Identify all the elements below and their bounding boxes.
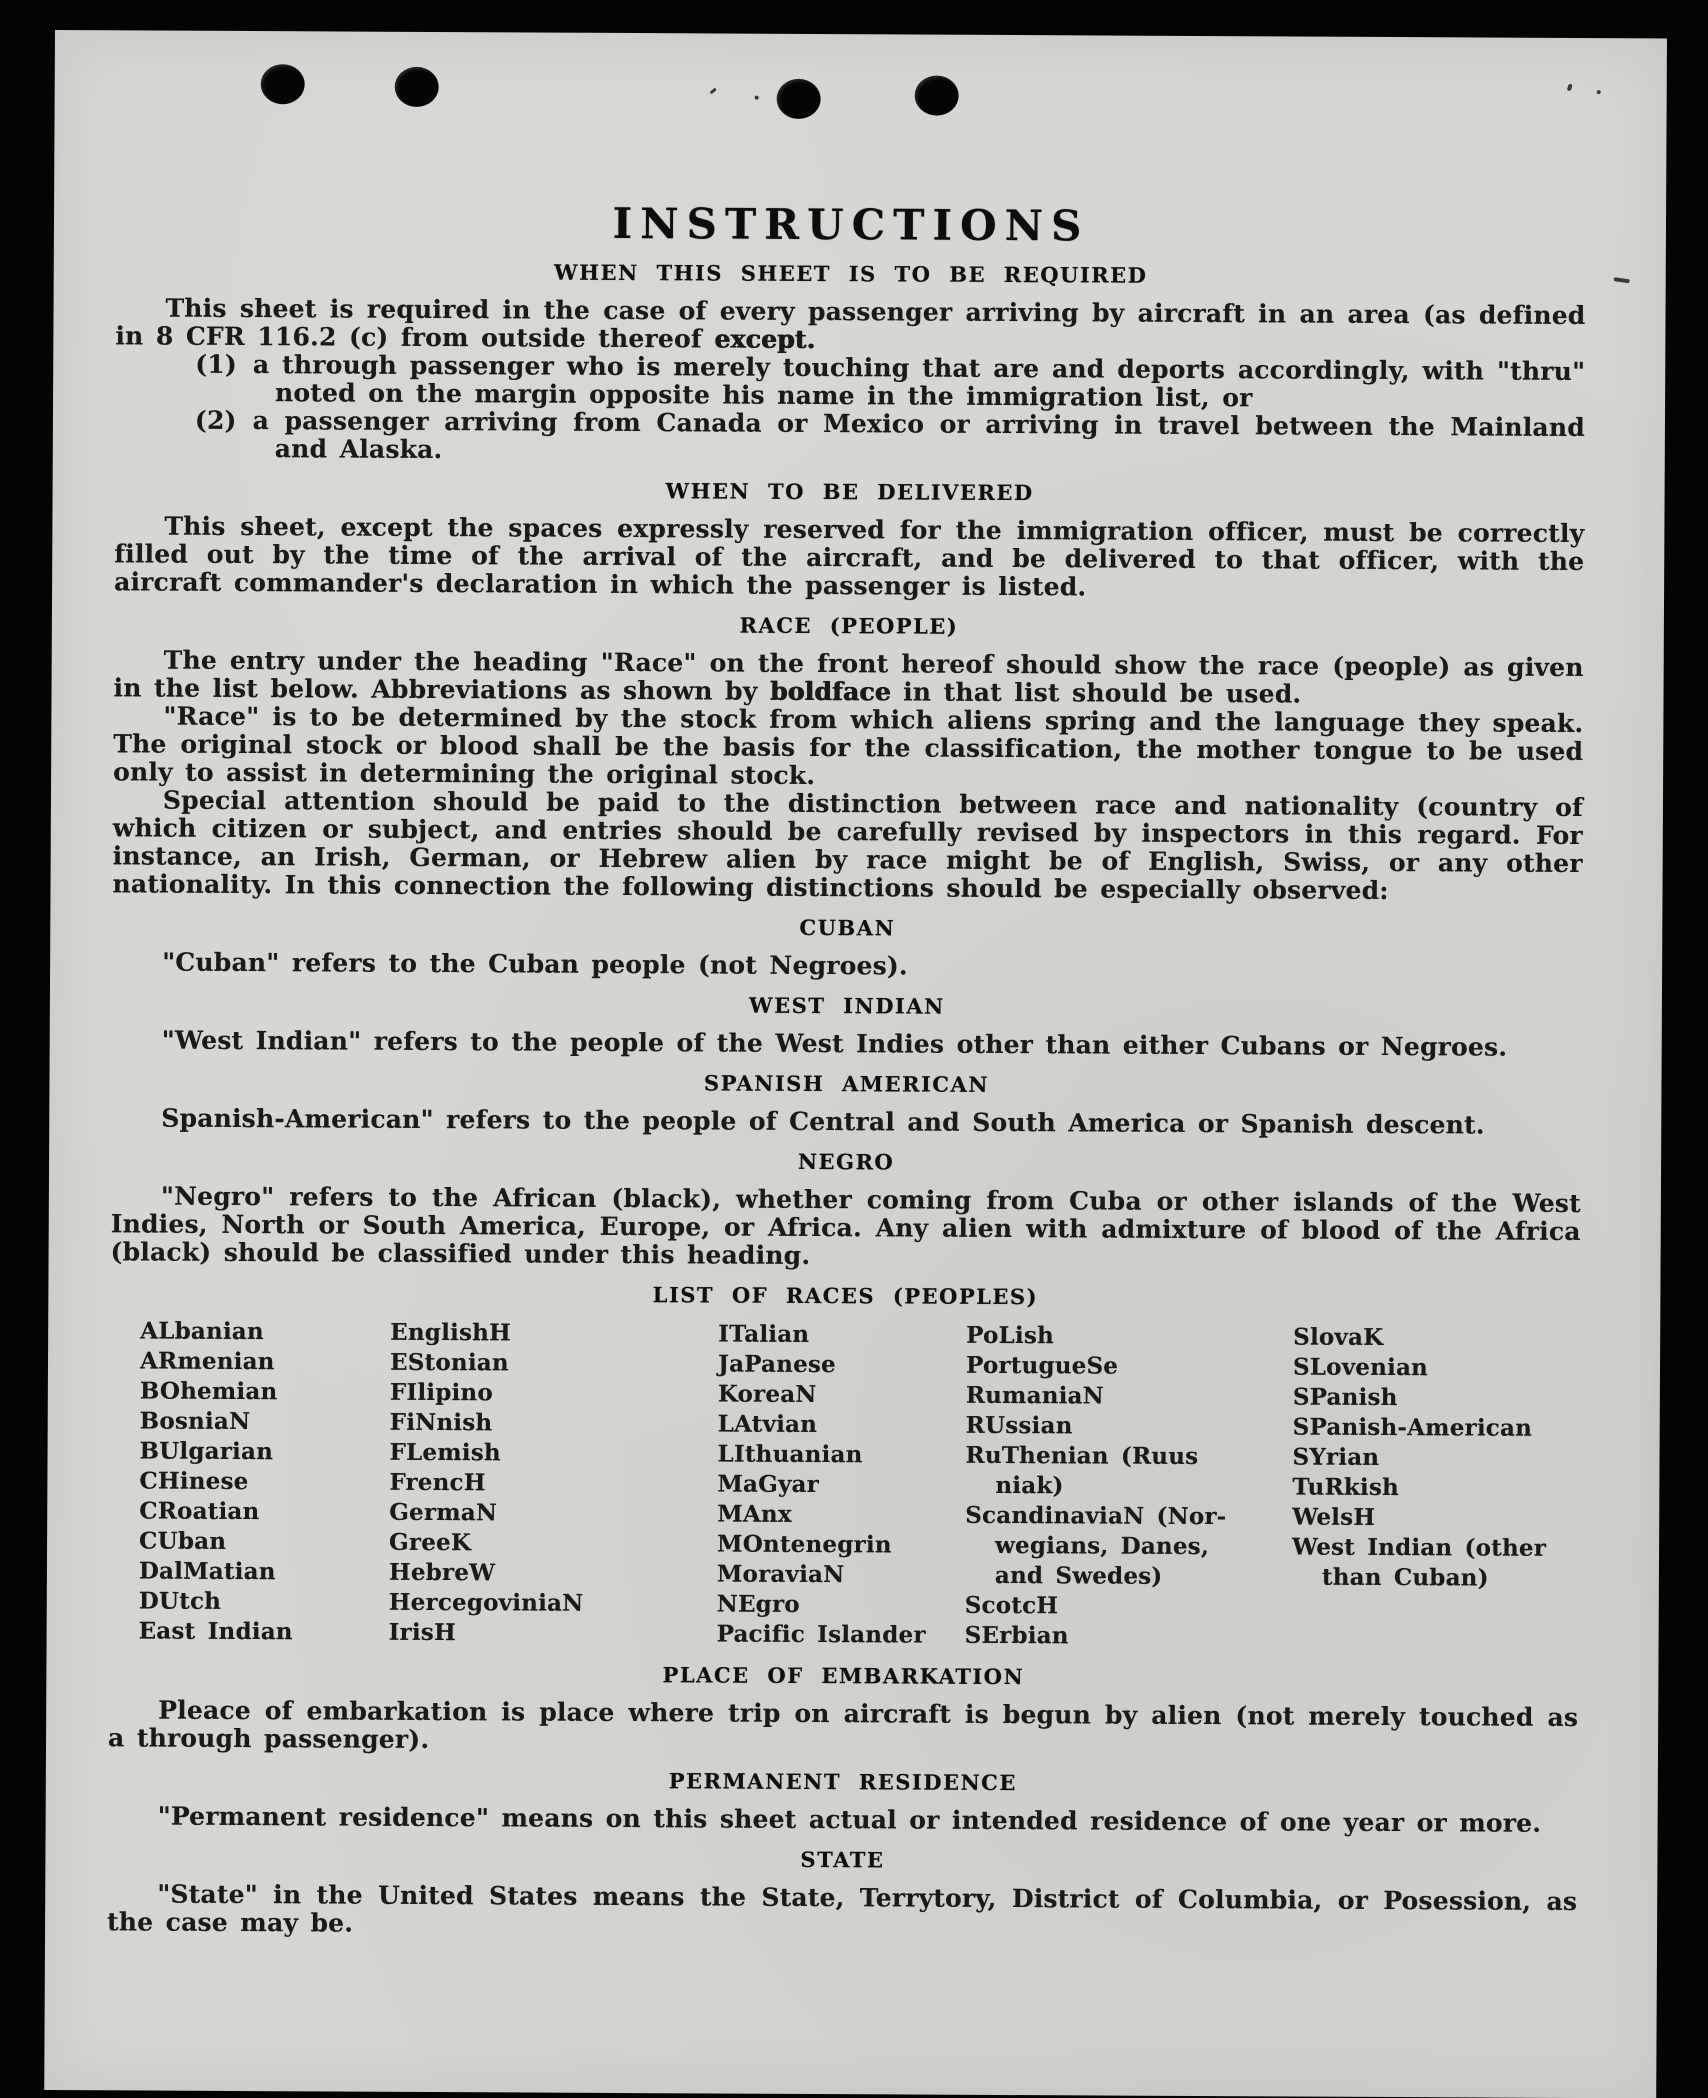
section-heading-cuban: CUBAN (799, 914, 896, 941)
section-heading-required: WHEN THIS SHEET IS TO BE REQUIRED (554, 259, 1148, 288)
race-entry: BOhemian (139, 1377, 278, 1406)
paragraph-text: This sheet is required in the case of every passenger arriving by aircraft in an area (as defined in 8 CFR 116.2 (c) from outside thereof (115, 293, 1586, 354)
race-entry: FIlipino (389, 1378, 493, 1407)
race-entry: GreeK (389, 1528, 472, 1557)
races-column-1 (139, 1316, 391, 1647)
race-entry: EStonian (389, 1348, 509, 1377)
paragraph-bold-text: boldface (769, 676, 891, 707)
paragraph-bold-text: except. (714, 324, 816, 354)
paragraph-text: The entry under the heading "Race" on the front hereof should show the race (people) as given in the list below. Abbreviations as shown by (113, 645, 1584, 706)
list-item-number: (2) (194, 405, 237, 435)
race-entry: CHinese (139, 1467, 249, 1496)
race-entry: MaGyar (717, 1470, 820, 1499)
races-column-3 (717, 1319, 967, 1650)
section-heading-residence: PERMANENT RESIDENCE (668, 1768, 1018, 1796)
section-heading-race: RACE (PEOPLE) (739, 612, 959, 639)
paragraph: "West Indian" refers to the people of the West Indies other than either Cubans or Negroes. (161, 1025, 1508, 1062)
race-entry: SErbian (964, 1621, 1069, 1650)
race-entry: LAtvian (717, 1410, 818, 1439)
list-item-text: a through passenger who is merely touching that are and deports accordingly, with "thru" noted on the margin opposite his name in the immigration list, or (252, 350, 1586, 413)
race-entry: SPanish-American (1292, 1413, 1533, 1442)
race-entry-continuation: niak) (995, 1471, 1064, 1500)
paragraph: "Permanent residence" means on this sheet actual or intended residence of one year or more. (157, 1801, 1542, 1838)
races-list (109, 1316, 1581, 1654)
scan-artifact (1614, 277, 1630, 283)
section-heading-negro: NEGRO (797, 1148, 895, 1175)
paragraph (115, 294, 1585, 358)
race-entry: HercegoviniaN (388, 1588, 584, 1617)
paragraph: "Negro" refers to the African (black), whether coming from Cuba or other islands of the West Indies, North or South America, Europe, or Africa. Any alien with admixture of blood of the Africa (black) should be classified under this heading. (110, 1181, 1581, 1270)
section-heading-spanish-american: SPANISH AMERICAN (703, 1070, 990, 1097)
race-entry: NEgro (716, 1590, 800, 1618)
race-entry: ScandinaviaN (Nor- (965, 1501, 1227, 1531)
race-entry: West Indian (other (1292, 1533, 1547, 1562)
paragraph (113, 646, 1583, 710)
race-entry: SPanish (1292, 1383, 1398, 1412)
race-entry: JaPanese (717, 1350, 836, 1379)
race-entry: CUban (139, 1527, 227, 1555)
race-entry: FLemish (389, 1438, 501, 1467)
scanned-sheet (44, 30, 1667, 2098)
paragraph: Special attention should be paid to the distinction between race and nationality (country of which citizen or subject, and entries should be carefully revised by inspectors in this regard. For instance, an Irish, German, or Hebrew alien by race might be of English, Swiss, or any other nationality. In this connection the following distinctions should be especially observed: (112, 785, 1584, 905)
page-title: INSTRUCTIONS (612, 198, 1090, 251)
paragraph-text: in that list should be used. (890, 677, 1302, 709)
race-entry: ALbanian (140, 1317, 264, 1346)
list-item (115, 350, 1585, 414)
race-entry: WelsH (1292, 1503, 1376, 1531)
race-entry: FiNnish (389, 1408, 493, 1437)
race-entry: MOntenegrin (717, 1530, 892, 1559)
race-entry-continuation: wegians, Danes, (995, 1531, 1210, 1561)
paragraph: "State" in the United States means the State, Terrytory, District of Columbia, or Posession, as the case may be. (107, 1879, 1578, 1938)
race-entry: BosniaN (139, 1407, 251, 1436)
race-entry: East Indian (138, 1617, 293, 1646)
paragraph: Spanish-American" refers to the people of Central and South America or Spanish descent. (161, 1103, 1485, 1140)
race-entry: SLovenian (1292, 1353, 1429, 1382)
race-entry: IrisH (388, 1618, 456, 1647)
race-entry: MoraviaN (716, 1560, 845, 1589)
race-entry: BUlgarian (139, 1437, 274, 1466)
races-column-5 (1292, 1323, 1581, 1654)
paragraph: This sheet, except the spaces expressly reserved for the immigration officer, must be correctly filled out by the time of the arrival of the aircraft, and be delivered to that officer, with the aircraft commander's declaration in which the passenger is listed. (114, 511, 1585, 602)
section-heading-embarkation: PLACE OF EMBARKATION (662, 1662, 1025, 1690)
race-entry: KoreaN (717, 1380, 817, 1409)
race-entry: ARmenian (139, 1347, 275, 1376)
section-heading-delivered: WHEN TO BE DELIVERED (665, 478, 1034, 506)
race-entry: DalMatian (138, 1557, 276, 1586)
race-entry-continuation: and Swedes) (994, 1561, 1163, 1590)
race-entry: RuThenian (Ruus (965, 1441, 1199, 1471)
race-entry: GermaN (389, 1498, 498, 1527)
race-entry: MAnx (717, 1500, 792, 1528)
race-entry: SYrian (1292, 1443, 1380, 1471)
race-entry: Pacific Islander (716, 1620, 926, 1649)
section-heading-races-list: LIST OF RACES (PEOPLES) (652, 1282, 1039, 1310)
race-entry: ITalian (718, 1320, 810, 1348)
paragraph: "Race" is to be determined by the stock from which aliens spring and the language they speak. The original stock or blood shall be the basis for the classification, the mother tongue to be used only to assist in determining the original stock. (113, 701, 1584, 790)
race-entry: TuRkish (1292, 1473, 1400, 1502)
race-entry: FrencH (389, 1468, 486, 1497)
list-item (115, 406, 1585, 470)
document-body (107, 30, 1587, 1944)
races-column-2 (389, 1318, 719, 1650)
list-item-text: a passenger arriving from Canada or Mexico or arriving in travel between the Mainland and Alaska. (252, 406, 1586, 465)
race-entry: CRoatian (139, 1497, 260, 1526)
races-column-4 (965, 1321, 1294, 1653)
list-item-number: (1) (195, 349, 237, 379)
section-heading-state: STATE (800, 1846, 885, 1873)
scan-artifact (1597, 90, 1601, 94)
race-entry: PortugueSe (965, 1351, 1119, 1380)
race-entry: LIthuanian (717, 1440, 863, 1469)
race-entry-continuation: than Cuban) (1321, 1563, 1489, 1592)
race-entry: ScotcH (964, 1591, 1059, 1620)
paragraph: Pleace of embarkation is place where trip on aircraft is begun by alien (not merely touched as a through passenger). (107, 1695, 1579, 1754)
paragraph: "Cuban" refers to the Cuban people (not Negroes). (162, 947, 908, 981)
race-entry: PoLish (966, 1321, 1055, 1350)
race-entry: EnglishH (390, 1318, 512, 1347)
race-entry: RUssian (965, 1411, 1073, 1440)
race-entry: DUtch (138, 1587, 222, 1615)
race-entry: SlovaK (1293, 1323, 1384, 1351)
section-heading-west-indian: WEST INDIAN (748, 992, 945, 1019)
race-entry: HebreW (388, 1558, 496, 1587)
race-entry: RumaniaN (965, 1381, 1104, 1410)
